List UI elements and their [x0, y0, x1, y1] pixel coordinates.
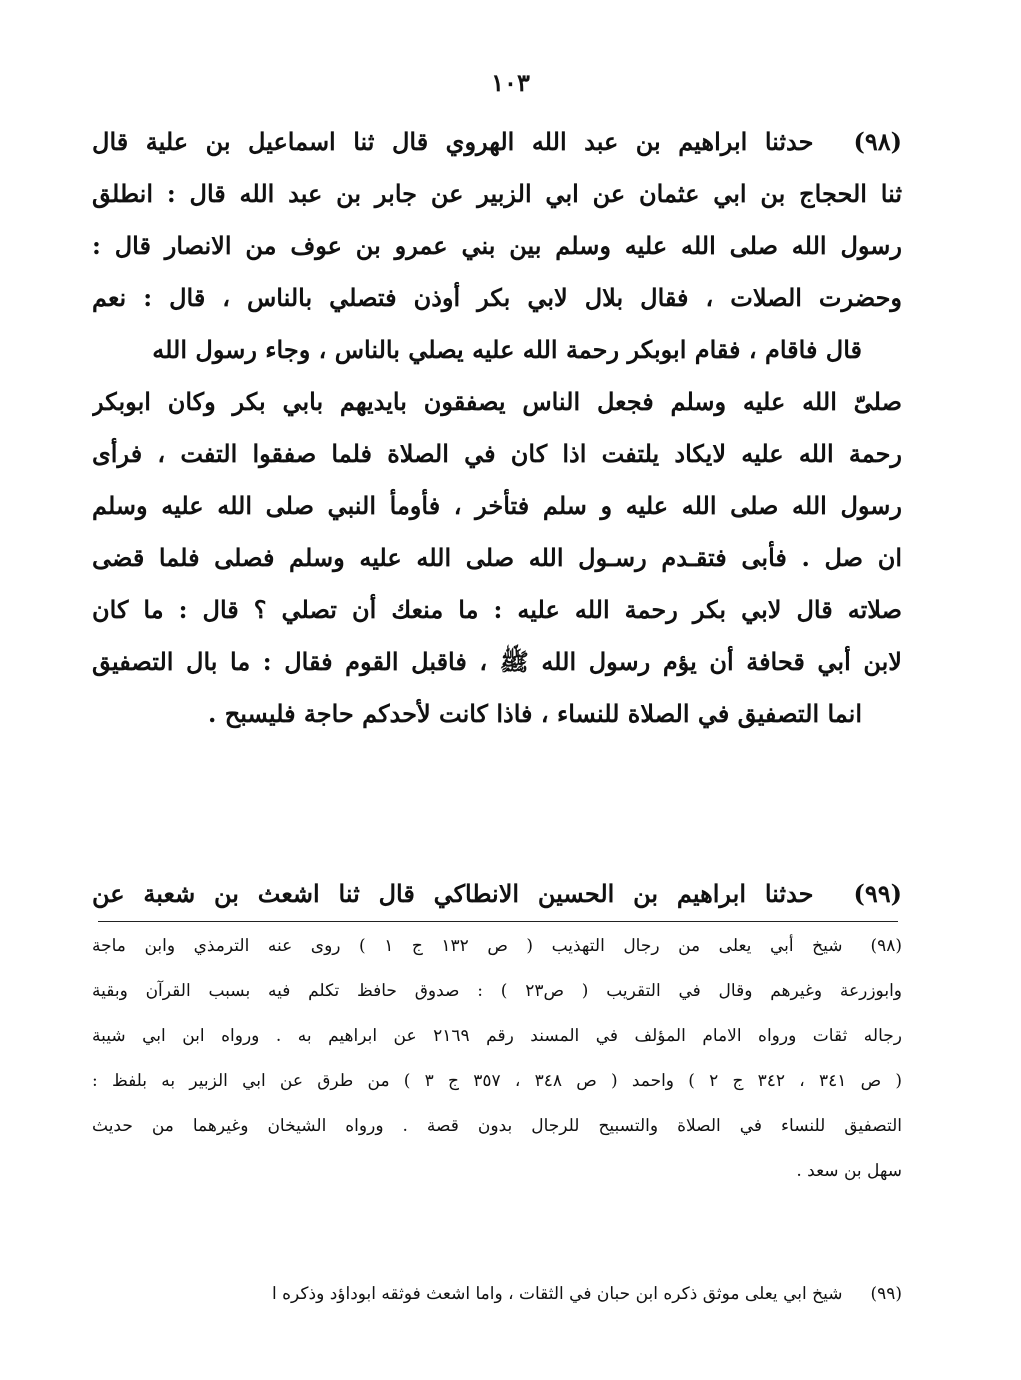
hadith-98-number: (٩٨)	[853, 127, 902, 156]
hadith-99-line-1	[92, 868, 902, 920]
hadith-98-line-10: صلاته قال لابي بكر رحمة الله عليه : ما منعك أن تصلي ؟ قال : ما كان	[92, 595, 902, 624]
footnote-99-line-1	[92, 1272, 902, 1317]
hadith-98-line-1-text: حدثنا ابراهيم بن عبد الله الهروي قال ثنا اسماعيل بن علية قال	[92, 127, 814, 156]
hadith-99-number: (٩٩)	[853, 879, 902, 908]
footnote-98-line-1	[92, 924, 902, 969]
footnote-98-line-3: رجاله ثقات ورواه الامام المؤلف في المسند رقم ٢١٦٩ عن ابراهيم به . ورواه ابن ابي شيبة	[92, 1026, 902, 1046]
footnote-98-line-2: وابوزرعة وغيرهم وقال في التقريب ( ص٢٣ ) : صدوق حافظ تكلم فيه بسبب القرآن وبقية	[92, 981, 902, 1001]
hadith-98-line-8: رسول الله صلى الله عليه و سلم فتأخر ، فأومأ النبي صلى الله عليه وسلم	[92, 491, 902, 520]
hadith-98-block	[92, 116, 902, 740]
hadith-98-line-12: انما التصفيق في الصلاة للنساء ، فاذا كانت لأحدكم حاجة فليسبح .	[208, 699, 862, 728]
hadith-98-line-9: ان صل . فأبى فتقـدم رسـول الله صلى الله عليه وسلم فصلى فلما قضى	[92, 543, 902, 572]
hadith-99-line-1-text: حدثنا ابراهيم بن الحسين الانطاكي قال ثنا اشعث بن شعبة عن	[92, 879, 814, 908]
hadith-98-line-4: وحضرت الصلات ، فقال بلال لابي بكر أوذن فتصلي بالناس ، قال : نعم	[92, 283, 902, 312]
hadith-98-line-7: رحمة الله عليه لايكاد يلتفت اذا كان في الصلاة فلما صفقوا التفت ، فرأى	[92, 439, 902, 468]
footnote-99-number: (٩٩)	[870, 1284, 902, 1304]
footnote-99-text: شيخ ابي يعلى موثق ذكره ابن حبان في الثقات ، واما اشعث فوثقه ابوداؤد وذكره ا	[272, 1284, 843, 1304]
hadith-98-line-6: صلىّ الله عليه وسلم فجعل الناس يصفقون بايديهم بابي بكر وكان ابوبكر	[92, 387, 902, 416]
footnote-98-line-5: التصفيق للنساء في الصلاة والتسبيح للرجال بدون قصة . ورواه الشيخان وغيرهما من حديث	[92, 1116, 902, 1136]
hadith-98-line-2: ثنا الحجاج بن ابي عثمان عن ابي الزبير عن جابر بن عبد الله قال : انطلق	[92, 179, 902, 208]
footnote-separator-rule	[98, 921, 898, 922]
hadith-99-block	[92, 868, 902, 920]
footnote-98-number: (٩٨)	[870, 936, 902, 956]
footnote-98-line-6: سهل بن سعد .	[796, 1161, 902, 1181]
footnote-98-line-1-text: شيخ أبي يعلى من رجال التهذيب ( ص ١٣٢ ج ١ ) روى عنه الترمذي وابن ماجة	[92, 936, 843, 956]
footnote-98-line-4: ( ص ٣٤١ ، ٣٤٢ ج ٢ ) واحمد ( ص ٣٤٨ ، ٣٥٧ ج ٣ ) من طرق عن ابي الزبير به بلفظ :	[92, 1071, 902, 1091]
footnote-99-block	[92, 1272, 902, 1317]
page-number: ١٠٣	[491, 68, 530, 97]
hadith-98-line-11: لابن أبي قحافة أن يؤم رسول الله ﷺ ، فاقبل القوم فقال : ما بال التصفيق	[92, 647, 902, 676]
hadith-98-line-3: رسول الله صلى الله عليه وسلم بين بني عمرو بن عوف من الانصار قال :	[92, 231, 902, 260]
hadith-98-line-1	[92, 116, 902, 168]
hadith-98-line-5: قال فاقام ، فقام ابوبكر رحمة الله عليه يصلي بالناس ، وجاء رسول الله	[152, 335, 862, 364]
footnote-98-block	[92, 924, 902, 1194]
